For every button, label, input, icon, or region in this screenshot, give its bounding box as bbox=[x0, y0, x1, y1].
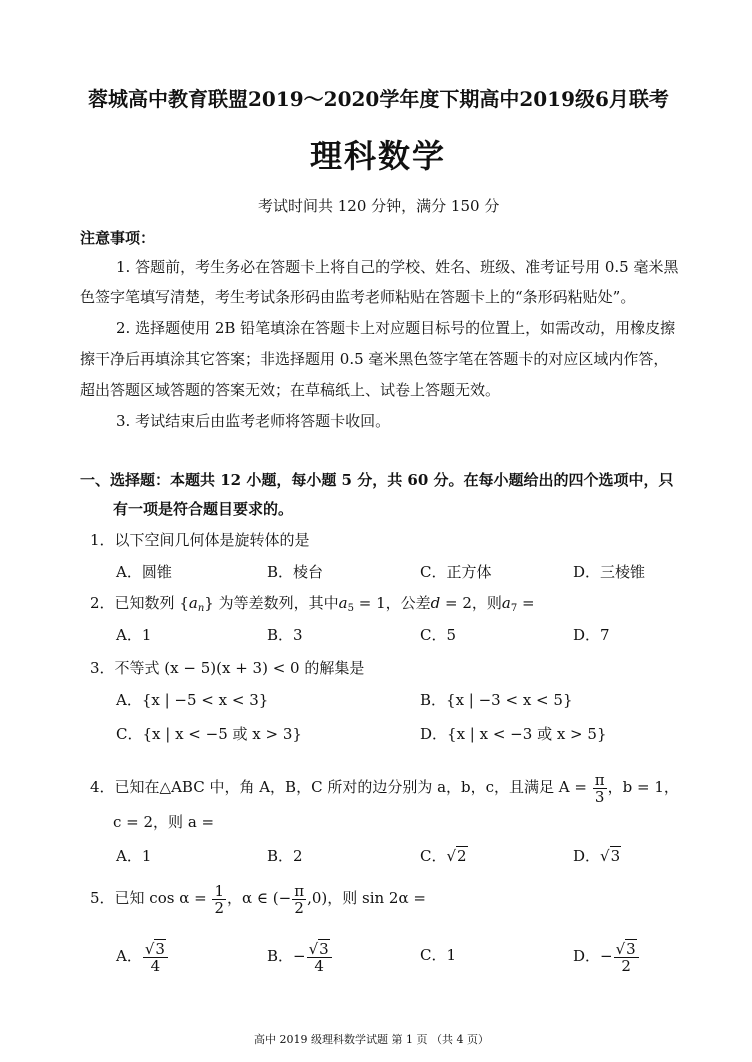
q4-frac-numerator: π bbox=[594, 770, 605, 789]
q1-option-d: D．三棱锥 bbox=[573, 563, 646, 581]
q5-frac1-den: 2 bbox=[214, 898, 225, 917]
section-heading-cont: 有一项是符合题目要求的。 bbox=[113, 500, 294, 518]
q4-text: 4．已知在△ABC 中，角 A，B，C 所对的边分别为 a，b，c，且满足 A = bbox=[90, 778, 587, 796]
q5-d-num: √3 bbox=[614, 941, 639, 958]
q2-text-2: 为等差数列，其中 bbox=[218, 594, 339, 612]
q5-option-a bbox=[116, 938, 169, 974]
question-5-stem bbox=[90, 880, 426, 916]
q5-frac1-num: 1 bbox=[214, 881, 225, 900]
q2-d-expr: d = 2 bbox=[430, 594, 472, 612]
q2-text-1: 已知数列 bbox=[114, 594, 175, 612]
q2-option-a: A．1 bbox=[116, 626, 152, 644]
exam-header: 蓉城高中教育联盟2019～2020学年度下期高中2019级6月联考 bbox=[88, 87, 669, 111]
q4-sqrt-3: √3 bbox=[600, 847, 621, 865]
q5-d-radicand: 3 bbox=[626, 939, 636, 958]
q5-a-den: 4 bbox=[150, 956, 161, 975]
q2-number: 2． bbox=[90, 594, 115, 612]
q5-a-num: √3 bbox=[143, 941, 168, 958]
q4-option-c-label: C． bbox=[420, 847, 447, 865]
q5-a-fraction bbox=[143, 941, 168, 974]
q4-tail: ，b = 1， bbox=[607, 778, 679, 796]
notice-item-1-cont: 色签字笔填写清楚，考生考试条形码由监考老师粘贴在答题卡上的“条形码粘贴处”。 bbox=[80, 288, 636, 306]
q4-option-d bbox=[573, 846, 621, 866]
q2-text-4: ，则 bbox=[471, 594, 502, 612]
q2-option-d: D．7 bbox=[573, 626, 610, 644]
q4-option-c bbox=[420, 846, 468, 866]
q3-option-d: D．{x | x < −3 或 x > 5} bbox=[420, 725, 607, 743]
notice-item-3: 3. 考试结束后由监考老师将答题卡收回。 bbox=[116, 412, 391, 430]
section-heading: 一、选择题：本题共 12 小题，每小题 5 分，共 60 分。在每小题给出的四个选项中，只 bbox=[80, 471, 674, 489]
q5-b-radicand: 3 bbox=[319, 939, 329, 958]
q5-option-a-label: A． bbox=[116, 947, 142, 965]
q5-interval-fraction bbox=[292, 883, 306, 916]
q4-option-a: A．1 bbox=[116, 847, 152, 865]
question-2-stem bbox=[90, 593, 535, 619]
q5-text-2: ，α ∈ (− bbox=[227, 889, 292, 907]
question-1-stem: 1．以下空间几何体是旋转体的是 bbox=[90, 531, 310, 549]
q2-a7-expr: $a_7$ = bbox=[501, 594, 535, 614]
q4-c-radicand: 2 bbox=[457, 847, 467, 865]
q5-b-num: √3 bbox=[307, 941, 332, 958]
q5-option-d-label: D．− bbox=[573, 947, 613, 965]
q5-option-b-label: B．− bbox=[267, 947, 306, 965]
notice-item-1: 1. 答题前，考生务必在答题卡上将自己的学校、姓名、班级、准考证号用 0.5 毫米黑 bbox=[116, 258, 679, 276]
q5-frac2-num: π bbox=[294, 881, 305, 900]
notice-item-2-cont2: 超出答题区域答题的答案无效；在草稿纸上、试卷上答题无效。 bbox=[80, 381, 501, 399]
q5-option-c: C．1 bbox=[420, 946, 457, 964]
q1-option-c: C．正方体 bbox=[420, 563, 492, 581]
q5-text-1: 5．已知 cos α = bbox=[90, 889, 207, 907]
question-4-cont: c = 2，则 a = bbox=[113, 813, 215, 831]
q4-option-b: B．2 bbox=[267, 847, 303, 865]
q4-sqrt-2: √2 bbox=[446, 847, 467, 865]
exam-time-info: 考试时间共 120 分钟，满分 150 分 bbox=[258, 197, 500, 215]
question-3-stem: 3．不等式 (x − 5)(x + 3) < 0 的解集是 bbox=[90, 659, 365, 677]
subject-title: 理科数学 bbox=[310, 137, 447, 175]
q2-option-c: C．5 bbox=[420, 626, 457, 644]
q3-option-b: B．{x | −3 < x < 5} bbox=[420, 691, 573, 709]
q5-option-b bbox=[267, 938, 333, 974]
q5-b-fraction bbox=[307, 941, 332, 974]
q4-angle-fraction bbox=[593, 772, 607, 805]
q5-a-radicand: 3 bbox=[155, 939, 165, 958]
question-4-stem bbox=[90, 770, 679, 805]
q1-option-b: B．棱台 bbox=[267, 563, 324, 581]
q2-text-3: ，公差 bbox=[385, 594, 431, 612]
q4-frac-denominator: 3 bbox=[594, 787, 605, 806]
notice-heading: 注意事项： bbox=[80, 229, 156, 247]
page-footer: 高中 2019 级理科数学试题 第 1 页 （共 4 页） bbox=[254, 1033, 489, 1046]
q4-d-radicand: 3 bbox=[610, 847, 621, 865]
q3-option-c: C．{x | x < −5 或 x > 3} bbox=[116, 725, 302, 743]
notice-item-2-cont: 擦干净后再填涂其它答案；非选择题用 0.5 毫米黑色签字笔在答题卡的对应区域内作答， bbox=[80, 350, 669, 368]
q2-sequence-symbol: $\{a_n\}$ bbox=[179, 594, 214, 614]
q3-option-a: A．{x | −5 < x < 3} bbox=[116, 691, 269, 709]
q5-d-fraction bbox=[614, 941, 639, 974]
q5-b-den: 4 bbox=[314, 956, 324, 975]
q4-option-d-label: D． bbox=[573, 847, 601, 865]
notice-item-2: 2. 选择题使用 2B 铅笔填涂在答题卡上对应题目标号的位置上，如需改动，用橡皮擦 bbox=[116, 319, 676, 337]
q1-option-a: A．圆锥 bbox=[116, 563, 172, 581]
q5-text-3: ,0)，则 sin 2α = bbox=[307, 889, 426, 907]
q5-option-d bbox=[573, 938, 640, 974]
q2-option-b: B．3 bbox=[267, 626, 303, 644]
q2-a5-expr: $a_5 = 1$ bbox=[338, 594, 386, 614]
q5-d-den: 2 bbox=[621, 956, 631, 975]
q5-cos-fraction bbox=[212, 883, 226, 916]
q5-frac2-den: 2 bbox=[294, 898, 304, 917]
